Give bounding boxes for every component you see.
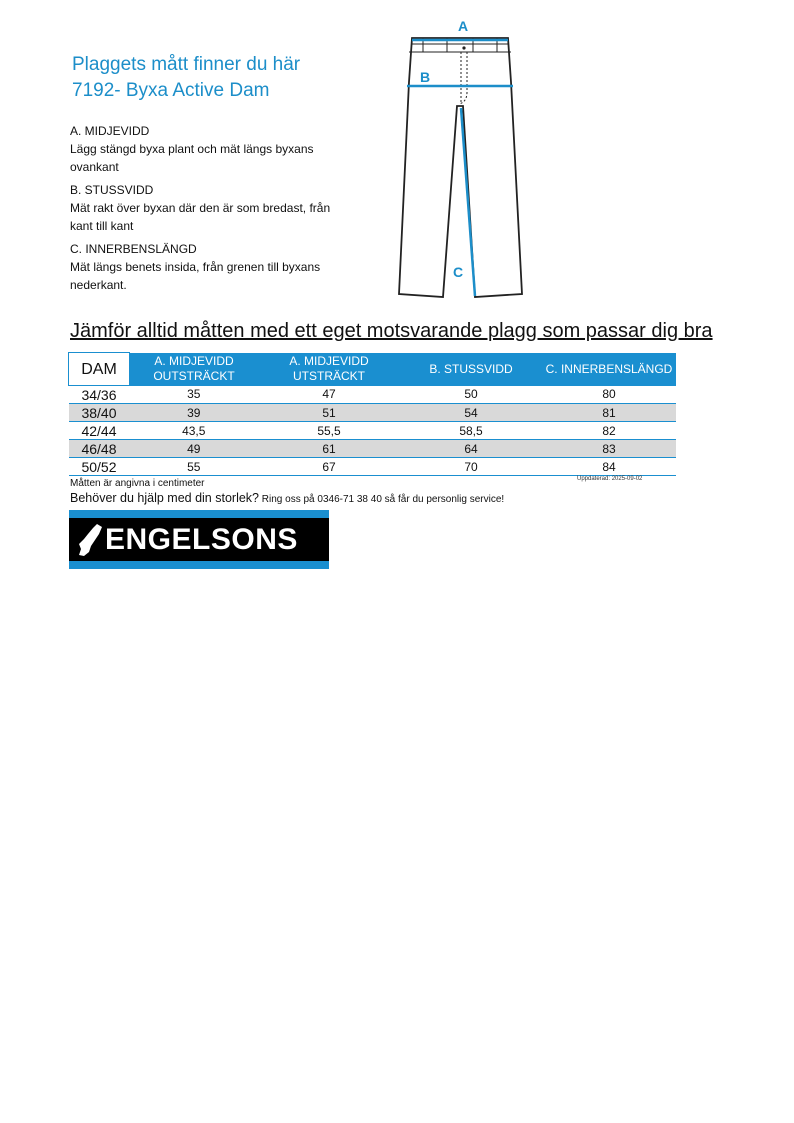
col-header-stussvidd: B. STUSSVIDD xyxy=(400,353,542,386)
table-cell: 81 xyxy=(542,404,676,422)
table-cell: 84 xyxy=(542,458,676,476)
table-row xyxy=(69,458,677,476)
table-cell: 70 xyxy=(400,458,542,476)
table-header-row xyxy=(69,353,677,386)
title-line-1: Plaggets mått finner du här xyxy=(72,54,301,75)
table-cell: 54 xyxy=(400,404,542,422)
pants-diagram-icon xyxy=(395,14,530,304)
measurement-a xyxy=(70,122,340,176)
size-cell: 34/36 xyxy=(69,386,130,404)
table-row xyxy=(69,386,677,404)
table-cell: 55,5 xyxy=(258,422,400,440)
size-table xyxy=(68,352,676,476)
measurement-b xyxy=(70,181,340,235)
measurement-c xyxy=(70,240,340,294)
table-cell: 47 xyxy=(258,386,400,404)
sweden-map-icon xyxy=(75,522,105,558)
table-cell: 67 xyxy=(258,458,400,476)
measurement-c-text: Mät längs benets insida, från grenen till byxans nederkant. xyxy=(70,260,321,292)
table-cell: 39 xyxy=(130,404,259,422)
label-a: A xyxy=(458,18,469,34)
col-header-innerbenslangd: C. INNERBENSLÄNGD xyxy=(542,353,676,386)
measurement-b-text: Mät rakt över byxan där den är som bredast, från kant till kant xyxy=(70,201,331,233)
size-cell: 50/52 xyxy=(69,458,130,476)
logo-text: ENGELSONS xyxy=(105,523,298,556)
table-cell: 50 xyxy=(400,386,542,404)
page-title xyxy=(72,52,300,104)
table-cell: 64 xyxy=(400,440,542,458)
table-cell: 58,5 xyxy=(400,422,542,440)
table-cell: 83 xyxy=(542,440,676,458)
comparison-headline: Jämför alltid måtten med ett eget motsvarande plagg som passar dig bra xyxy=(70,320,713,342)
help-text xyxy=(70,491,504,505)
col-header-dam: DAM xyxy=(69,353,130,386)
table-cell: 55 xyxy=(130,458,259,476)
table-row xyxy=(69,404,677,422)
table-row xyxy=(69,422,677,440)
measurement-c-heading: C. INNERBENSLÄNGD xyxy=(70,242,197,256)
size-cell: 38/40 xyxy=(69,404,130,422)
size-cell: 42/44 xyxy=(69,422,130,440)
label-b: B xyxy=(420,69,431,85)
title-line-2: 7192- Byxa Active Dam xyxy=(72,80,270,101)
table-row xyxy=(69,440,677,458)
measurement-a-text: Lägg stängd byxa plant och mät längs byxans ovankant xyxy=(70,142,314,174)
table-cell: 51 xyxy=(258,404,400,422)
logo-band xyxy=(69,518,329,561)
label-c: C xyxy=(453,264,464,280)
table-cell: 61 xyxy=(258,440,400,458)
help-contact: Ring oss på 0346-71 38 40 så får du personlig service! xyxy=(259,494,505,505)
size-cell: 46/48 xyxy=(69,440,130,458)
measurement-a-heading: A. MIDJEVIDD xyxy=(70,124,150,138)
updated-date: Uppdaterad: 2025-09-02 xyxy=(577,476,643,482)
table-cell: 80 xyxy=(542,386,676,404)
help-question: Behöver du hjälp med din storlek? xyxy=(70,491,260,505)
table-cell: 82 xyxy=(542,422,676,440)
units-note: Måtten är angivna i centimeter xyxy=(70,478,205,489)
measurement-b-heading: B. STUSSVIDD xyxy=(70,183,154,197)
col-header-midjevidd-utstrackt: A. MIDJEVIDD UTSTRÄCKT xyxy=(258,353,400,386)
table-cell: 43,5 xyxy=(130,422,259,440)
engelsons-logo xyxy=(69,510,329,569)
col-header-midjevidd-outstrackt: A. MIDJEVIDD OUTSTRÄCKT xyxy=(130,353,259,386)
table-cell: 49 xyxy=(130,440,259,458)
table-cell: 35 xyxy=(130,386,259,404)
